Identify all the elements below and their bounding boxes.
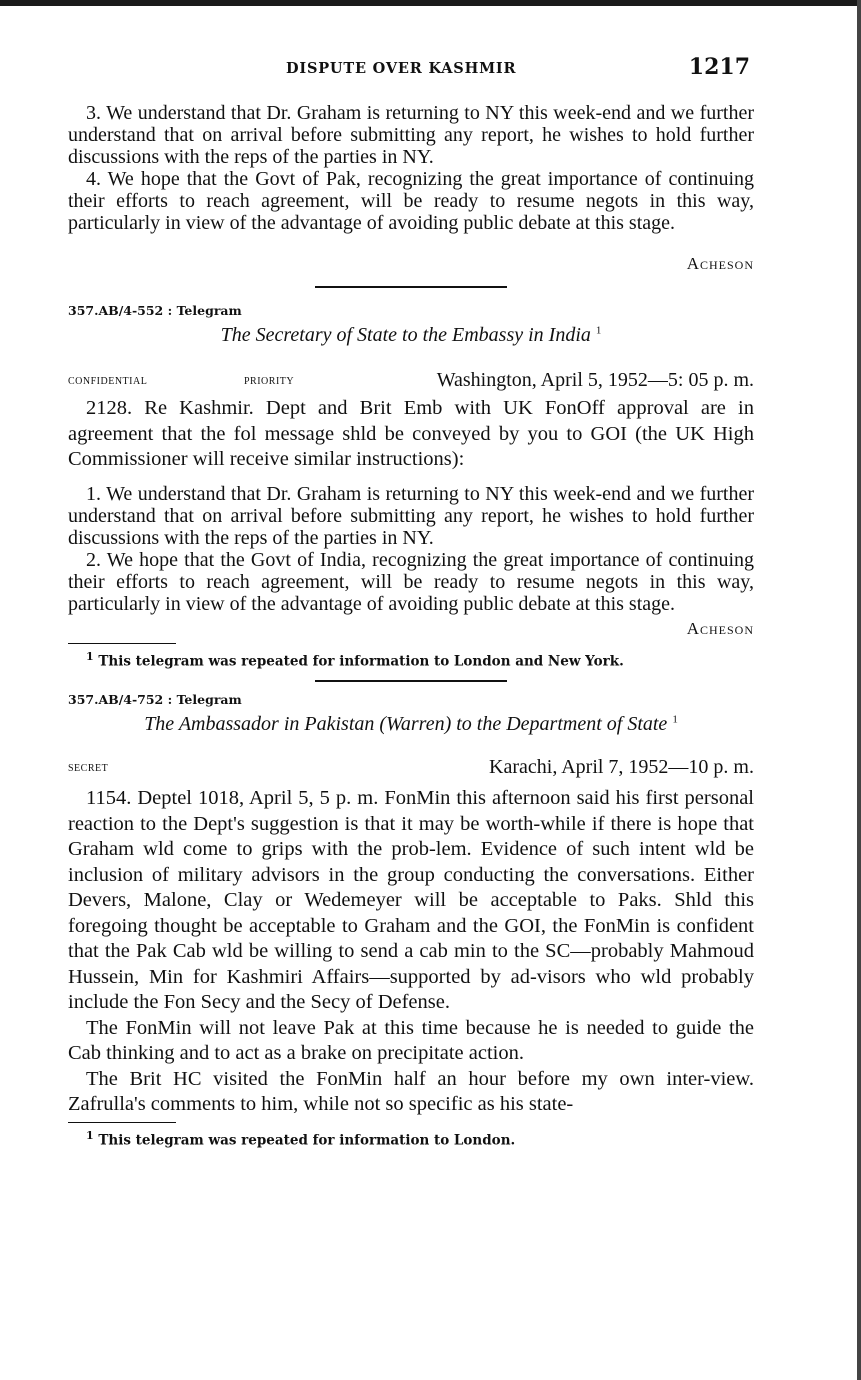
classification-marking: secret	[68, 760, 109, 775]
telegram-body-paragraph: 1154. Deptel 1018, April 5, 5 p. m. FonMin this afternoon said his first personal reaction to the Dept's suggestion is that it may be worth-while if there is hope that Graham wld come to grips with the prob-lem. Evidence of such intent wld be inclusion of military advisors in the group conducting the conversations. Either Devers, Malone, Clay or Wedemeyer will be acceptable to Paks. Shld this foregoing thought be acceptable to Graham and the GOI, the FonMin is confident that the Pak Cab wld be willing to send a cab min to the SC—probably Mahmoud Hussein, Min for Kashmiri Affairs—supported by ad-visors who wld probably include the Fon Secy and the Secy of Defense.	[68, 787, 754, 1013]
footnote-marker: 1	[86, 1128, 94, 1142]
instruction-point-2: 2. We hope that the Govt of India, recognizing the great importance of continuing their efforts to reach agreement, will be ready to resume negots in this way, particularly in view of the advantage of avoiding public debate at this stage.	[68, 548, 754, 615]
page-header	[68, 54, 754, 86]
document-title	[68, 713, 754, 736]
page	[68, 54, 754, 1148]
running-head: DISPUTE OVER KASHMIR	[286, 60, 517, 77]
intro-paragraph-4: 4. We hope that the Govt of Pak, recognizing the great importance of continuing their efforts to reach agreement, will be ready to resume negots in this way, particularly in view of the advantage of avoiding public debate at this stage.	[68, 168, 754, 234]
document-title	[68, 324, 754, 347]
telegram-body-paragraph: The Brit HC visited the FonMin half an hour before my own inter-view. Zafrulla's comments to him, while not so specific as his state-	[68, 1067, 754, 1115]
footnote-marker: 1	[595, 324, 602, 337]
top-border	[0, 0, 861, 6]
footnote	[86, 1129, 754, 1149]
document-title-text: The Secretary of State to the Embassy in India	[220, 324, 591, 346]
date-line: Karachi, April 7, 1952—10 p. m.	[489, 756, 754, 778]
footnote-text: This telegram was repeated for information to London.	[98, 1132, 516, 1148]
signature: Acheson	[686, 254, 754, 273]
date-line: Washington, April 5, 1952—5: 05 p. m.	[436, 369, 754, 391]
telegram-body-paragraph: The FonMin will not leave Pak at this time because he is needed to guide the Cab thinking and to act as a brake on precipitate action.	[68, 1016, 754, 1064]
telegram-lead-paragraph: 2128. Re Kashmir. Dept and Brit Emb with UK FonOff approval are in agreement that the fol message shld be conveyed by you to GOI (the UK High Commissioner will receive similar instructions):	[68, 397, 754, 470]
dateline	[68, 369, 754, 393]
instruction-point-1: 1. We understand that Dr. Graham is returning to NY this week-end and we further understand that on arrival before submitting any report, he wishes to hold further discussions with the reps of the parties in NY.	[68, 482, 754, 549]
footnote-marker: 1	[672, 713, 678, 726]
footnote-marker: 1	[86, 649, 94, 663]
classification-marking: confidential	[68, 373, 148, 388]
page-edge	[857, 0, 861, 1380]
document-title-text: The Ambassador in Pakistan (Warren) to the Department of State	[144, 713, 668, 735]
page-number: 1217	[688, 54, 750, 80]
document-file-id: 357.AB/4-752 : Telegram	[68, 692, 242, 707]
document-file-id: 357.AB/4-552 : Telegram	[68, 303, 242, 318]
priority-marking: priority	[244, 373, 295, 388]
intro-paragraph-3: 3. We understand that Dr. Graham is returning to NY this week-end and we further understand that on arrival before submitting any report, he wishes to hold further discussions with the reps of the parties in NY.	[68, 102, 754, 168]
signature: Acheson	[686, 618, 754, 638]
footnote	[86, 650, 754, 670]
footnote-text: This telegram was repeated for information to London and New York.	[98, 653, 624, 669]
dateline	[68, 756, 754, 780]
